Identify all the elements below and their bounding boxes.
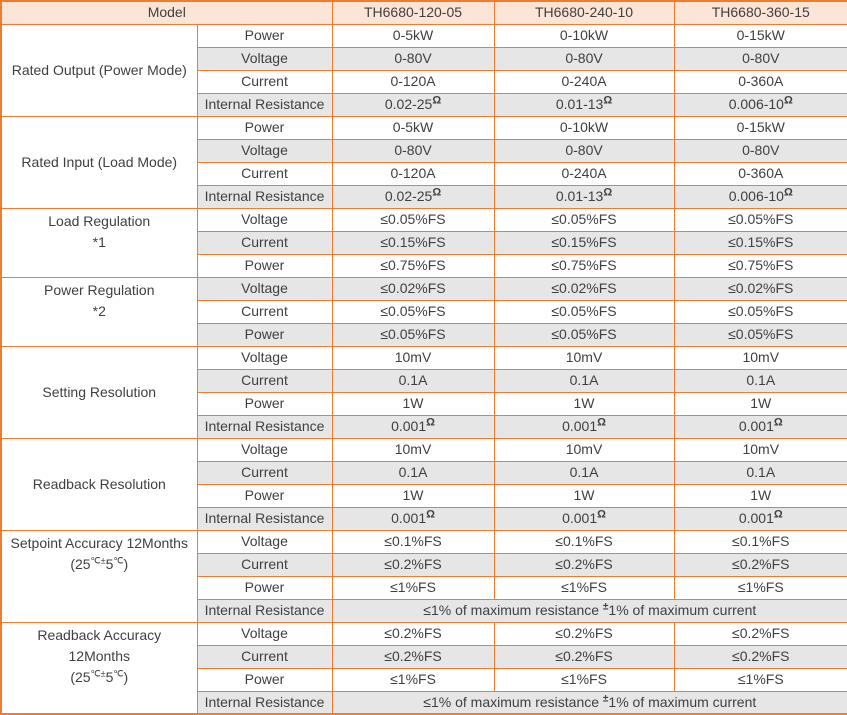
value-cell: 0-5kW (332, 116, 494, 139)
value-cell: 10mV (674, 438, 847, 461)
temp-sup: ℃± (90, 667, 106, 678)
value-cell-merged (332, 691, 847, 714)
param-cell: Voltage (197, 208, 332, 231)
param-cell: Current (197, 70, 332, 93)
ohm-unit: Ω (597, 416, 606, 429)
ohm-unit: Ω (603, 186, 613, 199)
param-cell: Power (197, 576, 332, 599)
group-label-cell (1, 438, 197, 530)
value-cell-merged (332, 599, 847, 622)
group-label-cell (1, 622, 197, 714)
group-label: Readback Resolution (32, 475, 166, 492)
value-cell: ≤0.02%FS (494, 277, 674, 300)
table-header-row (1, 1, 847, 24)
param-cell: Power (197, 668, 332, 691)
temp-text: (25 (70, 555, 91, 572)
value-cell: ≤0.2%FS (494, 645, 674, 668)
value-cell: 0-80V (674, 47, 847, 70)
value-cell (332, 185, 494, 208)
value-cell: ≤0.75%FS (494, 254, 674, 277)
value-cell: 0-120A (332, 70, 494, 93)
param-cell: Current (197, 369, 332, 392)
temp-sup: ℃ (113, 667, 124, 678)
param-cell: Internal Resistance (197, 185, 332, 208)
param-cell: Voltage (197, 622, 332, 645)
value-cell (494, 507, 674, 530)
resistance-value: 0.006-10 (728, 96, 784, 113)
resistance-value: 0.01-13 (555, 188, 604, 205)
param-cell: Current (197, 300, 332, 323)
table-row (1, 622, 847, 645)
value-cell: 0-10kW (494, 116, 674, 139)
group-label: 12Months (68, 647, 130, 664)
value-cell (332, 415, 494, 438)
ohm-unit: Ω (597, 508, 606, 521)
value-cell: ≤1%FS (332, 668, 494, 691)
resistance-value: 0.001 (562, 418, 598, 435)
table-row (1, 530, 847, 553)
value-cell: 0-10kW (494, 24, 674, 47)
value-cell: ≤1%FS (494, 668, 674, 691)
resistance-value: 0.01-13 (555, 96, 604, 113)
value-cell: 0-240A (494, 70, 674, 93)
value-cell: ≤0.05%FS (332, 300, 494, 323)
plus-minus-sup: ± (602, 601, 609, 613)
value-cell (494, 93, 674, 116)
param-cell: Voltage (197, 346, 332, 369)
temp-text: ) (123, 668, 129, 685)
value-cell: ≤0.05%FS (494, 300, 674, 323)
value-cell: ≤0.05%FS (674, 300, 847, 323)
table-row (1, 208, 847, 231)
value-cell: 0-80V (494, 139, 674, 162)
temperature-note (4, 554, 195, 575)
param-cell: Power (197, 323, 332, 346)
model-column-header: TH6680-120-05 (332, 1, 494, 24)
value-cell: ≤0.75%FS (674, 254, 847, 277)
group-label: Readback Accuracy (37, 626, 162, 643)
group-label-cell (1, 530, 197, 622)
value-cell: ≤1%FS (494, 576, 674, 599)
param-cell: Internal Resistance (197, 415, 332, 438)
group-label-cell (1, 346, 197, 438)
temp-sup: ℃± (90, 554, 106, 565)
table-row (1, 346, 847, 369)
value-cell: ≤1%FS (674, 668, 847, 691)
ohm-unit: Ω (426, 508, 435, 521)
group-label-cell (1, 24, 197, 116)
temp-text: (25 (70, 668, 91, 685)
model-column-header: TH6680-240-10 (494, 1, 674, 24)
value-cell: ≤0.05%FS (494, 208, 674, 231)
value-cell: 10mV (494, 346, 674, 369)
resistance-value: 0.001 (391, 418, 427, 435)
param-cell: Current (197, 162, 332, 185)
ohm-unit: Ω (783, 186, 793, 199)
value-cell: ≤0.2%FS (332, 622, 494, 645)
value-cell: 0-5kW (332, 24, 494, 47)
resistance-value: 0.001 (391, 510, 427, 527)
group-label-cell (1, 208, 197, 277)
ohm-unit: Ω (773, 508, 783, 521)
resistance-value: 0.001 (562, 510, 598, 527)
value-cell: 0-15kW (674, 24, 847, 47)
table-row (1, 438, 847, 461)
value-cell: 0.1A (494, 461, 674, 484)
value-cell: 10mV (674, 346, 847, 369)
param-cell: Internal Resistance (197, 599, 332, 622)
param-cell: Internal Resistance (197, 507, 332, 530)
value-cell: 0.1A (332, 369, 494, 392)
param-cell: Voltage (197, 530, 332, 553)
value-cell: ≤0.2%FS (494, 622, 674, 645)
value-cell: 1W (494, 484, 674, 507)
value-cell: ≤0.2%FS (494, 553, 674, 576)
value-cell: ≤0.75%FS (332, 254, 494, 277)
ohm-unit: Ω (432, 186, 442, 199)
value-cell: ≤0.15%FS (674, 231, 847, 254)
value-cell (494, 185, 674, 208)
group-label-cell (1, 277, 197, 346)
temp-text: ) (123, 555, 129, 572)
merged-value-text: 1% of maximum current (608, 693, 757, 710)
table-row (1, 24, 847, 47)
group-label: Setting Resolution (42, 383, 157, 400)
value-cell: 10mV (332, 346, 494, 369)
value-cell: 1W (332, 484, 494, 507)
merged-value-text: 1% of maximum current (608, 602, 757, 619)
value-cell: 0-15kW (674, 116, 847, 139)
ohm-unit: Ω (783, 94, 793, 107)
value-cell: 0-360A (674, 162, 847, 185)
value-cell: ≤0.1%FS (674, 530, 847, 553)
value-cell: ≤0.05%FS (674, 323, 847, 346)
param-cell: Current (197, 461, 332, 484)
group-label: Rated Input (Load Mode) (21, 153, 178, 170)
ohm-unit: Ω (773, 416, 783, 429)
value-cell: 0-360A (674, 70, 847, 93)
param-cell: Current (197, 553, 332, 576)
group-label-note: *2 (92, 302, 106, 319)
value-cell: ≤0.05%FS (674, 208, 847, 231)
value-cell: ≤0.2%FS (674, 553, 847, 576)
param-cell: Internal Resistance (197, 691, 332, 714)
value-cell: ≤0.1%FS (494, 530, 674, 553)
value-cell: ≤0.05%FS (494, 323, 674, 346)
value-cell: ≤0.05%FS (332, 208, 494, 231)
value-cell: ≤0.15%FS (332, 231, 494, 254)
temp-sup: ℃ (113, 554, 124, 565)
temp-text: 5 (105, 668, 114, 685)
value-cell: 0-80V (332, 139, 494, 162)
group-label: Setpoint Accuracy 12Months (10, 534, 188, 551)
table-row (1, 116, 847, 139)
resistance-value: 0.02-25 (384, 188, 433, 205)
param-cell: Voltage (197, 438, 332, 461)
value-cell (674, 415, 847, 438)
value-cell (332, 93, 494, 116)
value-cell: ≤0.1%FS (332, 530, 494, 553)
value-cell (494, 415, 674, 438)
param-cell: Power (197, 24, 332, 47)
ohm-unit: Ω (432, 94, 442, 107)
value-cell: ≤0.2%FS (674, 645, 847, 668)
value-cell: 1W (332, 392, 494, 415)
plus-minus-sup: ± (602, 693, 609, 705)
param-cell: Voltage (197, 277, 332, 300)
resistance-value: 0.006-10 (728, 188, 784, 205)
group-label: Load Regulation (48, 212, 151, 229)
param-cell: Voltage (197, 47, 332, 70)
resistance-value: 0.02-25 (384, 96, 433, 113)
ohm-unit: Ω (426, 416, 435, 429)
param-cell: Power (197, 254, 332, 277)
param-cell: Power (197, 392, 332, 415)
group-label-cell (1, 116, 197, 208)
value-cell (674, 507, 847, 530)
value-cell: 0-80V (332, 47, 494, 70)
value-cell (674, 93, 847, 116)
value-cell: 0-240A (494, 162, 674, 185)
value-cell: ≤0.2%FS (674, 622, 847, 645)
temp-text: 5 (105, 555, 114, 572)
value-cell (674, 185, 847, 208)
value-cell: ≤0.15%FS (494, 231, 674, 254)
value-cell (332, 507, 494, 530)
value-cell: 0-120A (332, 162, 494, 185)
value-cell: ≤1%FS (674, 576, 847, 599)
value-cell: 10mV (332, 438, 494, 461)
value-cell: 0.1A (494, 369, 674, 392)
value-cell: ≤0.05%FS (332, 323, 494, 346)
model-column-header: TH6680-360-15 (674, 1, 847, 24)
temperature-note (4, 667, 195, 688)
resistance-value: 0.001 (738, 418, 774, 435)
ohm-unit: Ω (603, 94, 613, 107)
value-cell: 1W (494, 392, 674, 415)
value-cell: ≤0.2%FS (332, 645, 494, 668)
value-cell: 1W (674, 484, 847, 507)
value-cell: 0.1A (674, 461, 847, 484)
value-cell: 0-80V (494, 47, 674, 70)
value-cell: 0-80V (674, 139, 847, 162)
merged-value-text: ≤1% of maximum resistance (423, 602, 603, 619)
value-cell: ≤0.2%FS (332, 553, 494, 576)
group-label: Power Regulation (43, 281, 155, 298)
param-cell: Power (197, 116, 332, 139)
value-cell: ≤0.02%FS (332, 277, 494, 300)
group-label-note: *1 (92, 233, 106, 250)
value-cell: 0.1A (674, 369, 847, 392)
value-cell: 1W (674, 392, 847, 415)
param-cell: Internal Resistance (197, 93, 332, 116)
value-cell: 0.1A (332, 461, 494, 484)
resistance-value: 0.001 (738, 510, 774, 527)
value-cell: 10mV (494, 438, 674, 461)
param-cell: Voltage (197, 139, 332, 162)
table-row (1, 277, 847, 300)
value-cell: ≤0.02%FS (674, 277, 847, 300)
value-cell: ≤1%FS (332, 576, 494, 599)
merged-value-text: ≤1% of maximum resistance (423, 693, 603, 710)
param-cell: Current (197, 231, 332, 254)
model-header-cell: Model (1, 1, 332, 24)
param-cell: Current (197, 645, 332, 668)
group-label: Rated Output (Power Mode) (11, 61, 187, 78)
param-cell: Power (197, 484, 332, 507)
